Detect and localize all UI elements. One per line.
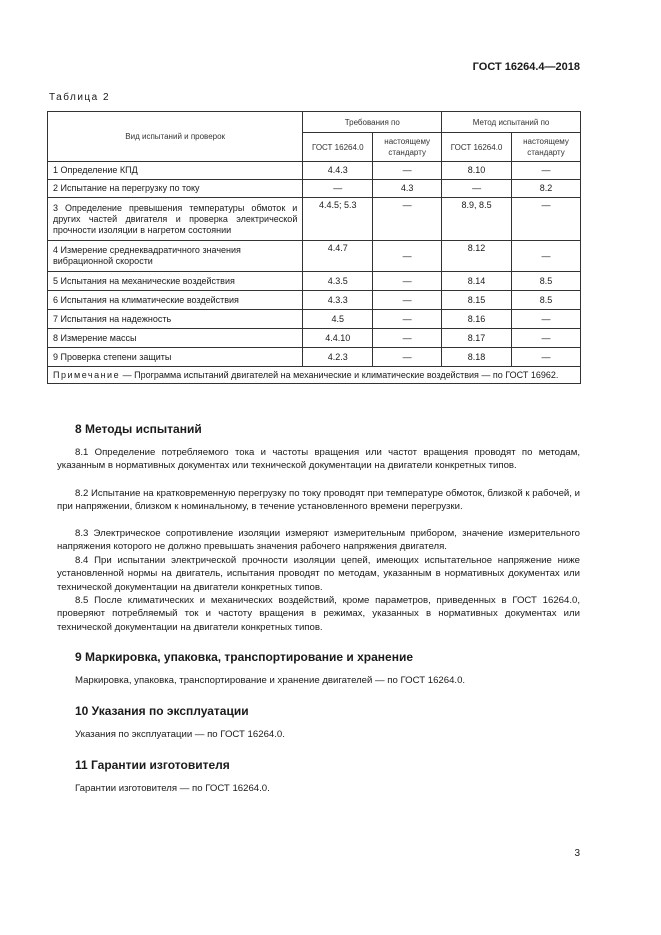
row-meth-gost: 8.14 — [442, 272, 512, 291]
paragraph-8-4: 8.4 При испытании электрической прочности изоляции цепей, имеющих испытательное напряжение ниже установленной нормы на двигатель, испытания проводят по методам, указанным в нормативных документах или технической документации на двигатели конкретных типов. — [57, 555, 580, 593]
header-meth-gost: ГОСТ 16264.0 — [442, 133, 512, 162]
header-req-gost: ГОСТ 16264.0 — [303, 133, 373, 162]
row-req-std: — — [373, 310, 442, 329]
row-name: 3 Определение превышения температуры обмоток и других частей двигателя и проверка электрической прочности изоляции в нагретом состоянии — [48, 198, 303, 241]
table-note-row — [48, 367, 581, 384]
row-req-gost: 4.5 — [303, 310, 373, 329]
row-req-gost: 4.4.7 — [303, 241, 373, 272]
row-meth-std: 8.5 — [512, 291, 581, 310]
row-req-std: — — [373, 348, 442, 367]
row-req-gost: 4.4.3 — [303, 162, 373, 180]
row-name: 9 Проверка степени защиты — [48, 348, 303, 367]
section-10-heading: 10 Указания по эксплуатации — [75, 704, 249, 718]
row-name: 1 Определение КПД — [48, 162, 303, 180]
header-methods: Метод испытаний по — [442, 112, 581, 133]
row-req-gost: 4.4.5; 5.3 — [303, 198, 373, 241]
row-meth-std: — — [512, 241, 581, 272]
header-req-std: настоящему стандарту — [373, 133, 442, 162]
row-req-gost: 4.3.3 — [303, 291, 373, 310]
note-text: — Программа испытаний двигателей на механические и климатические воздействия — по ГОСТ 16962. — [120, 370, 559, 380]
paragraph-8-3: 8.3 Электрическое сопротивление изоляции измеряют измерительным прибором, значение измерительного напряжения которого не должно превышать значения рабочего напряжения двигателя. — [57, 528, 580, 553]
table-header-row — [48, 112, 581, 133]
table-row — [48, 162, 581, 180]
page-number: 3 — [574, 848, 580, 859]
row-name: 2 Испытание на перегрузку по току — [48, 180, 303, 198]
row-req-std: — — [373, 329, 442, 348]
row-name: 4 Измерение среднеквадратичного значения вибрационной скорости — [48, 241, 303, 272]
section-8-heading: 8 Методы испытаний — [75, 422, 202, 436]
table-row — [48, 348, 581, 367]
row-meth-gost: 8.10 — [442, 162, 512, 180]
paragraph-8-5: 8.5 После климатических и механических воздействий, кроме параметров, приведенных в ГОСТ 16264.0, проверяют потребляемый ток и частоту вращения в режимах, указанных в нормативных документах или технической документации на двигатели конкретных типов. — [57, 595, 580, 633]
section-11-heading: 11 Гарантии изготовителя — [75, 758, 230, 772]
document-id: ГОСТ 16264.4—2018 — [472, 61, 580, 73]
paragraph-8-1: 8.1 Определение потребляемого тока и частоты вращения или частот вращения проводят по методам, указанным в нормативных документах или технической документации на двигатели конкретных типов. — [57, 447, 580, 472]
row-req-std: — — [373, 162, 442, 180]
row-name: 7 Испытания на надежность — [48, 310, 303, 329]
row-meth-gost: 8.18 — [442, 348, 512, 367]
row-meth-std: — — [512, 198, 581, 241]
row-meth-gost: — — [442, 180, 512, 198]
table-row — [48, 291, 581, 310]
row-meth-std: 8.5 — [512, 272, 581, 291]
table-row — [48, 310, 581, 329]
row-meth-std: — — [512, 348, 581, 367]
row-meth-gost: 8.17 — [442, 329, 512, 348]
row-req-gost: 4.4.10 — [303, 329, 373, 348]
row-meth-gost: 8.9, 8.5 — [442, 198, 512, 241]
row-req-std: — — [373, 241, 442, 272]
table-row — [48, 241, 581, 272]
tests-table — [47, 111, 581, 384]
row-req-std: — — [373, 198, 442, 241]
table-row — [48, 329, 581, 348]
row-req-std: 4.3 — [373, 180, 442, 198]
paragraph-8-2: 8.2 Испытание на кратковременную перегрузку по току проводят при температуре обмоток, близкой к рабочей, и при напряжении, близком к номинальному, в течение установленного времени перегрузки. — [57, 488, 580, 513]
table-note — [48, 367, 581, 384]
row-req-gost: 4.2.3 — [303, 348, 373, 367]
table-row — [48, 198, 581, 241]
row-meth-gost: 8.16 — [442, 310, 512, 329]
note-label: Примечание — [53, 370, 121, 380]
section-9-heading: 9 Маркировка, упаковка, транспортирование и хранение — [75, 650, 414, 664]
row-meth-std: — — [512, 162, 581, 180]
row-meth-gost: 8.15 — [442, 291, 512, 310]
row-meth-gost: 8.12 — [442, 241, 512, 272]
table-row — [48, 180, 581, 198]
row-meth-std: — — [512, 329, 581, 348]
row-req-std: — — [373, 272, 442, 291]
row-meth-std: — — [512, 310, 581, 329]
table-row — [48, 272, 581, 291]
section-10-text: Указания по эксплуатации — по ГОСТ 16264.0. — [75, 729, 285, 740]
table-caption: Таблица 2 — [49, 92, 111, 103]
row-name: 5 Испытания на механические воздействия — [48, 272, 303, 291]
row-req-std: — — [373, 291, 442, 310]
header-meth-std: настоящему стандарту — [512, 133, 581, 162]
header-test-type: Вид испытаний и проверок — [48, 112, 303, 162]
header-requirements: Требования по — [303, 112, 442, 133]
row-meth-std: 8.2 — [512, 180, 581, 198]
row-name: 8 Измерение массы — [48, 329, 303, 348]
section-9-text: Маркировка, упаковка, транспортирование и хранение двигателей — по ГОСТ 16264.0. — [75, 675, 466, 686]
row-name: 6 Испытания на климатические воздействия — [48, 291, 303, 310]
section-11-text: Гарантии изготовителя — по ГОСТ 16264.0. — [75, 783, 270, 794]
row-req-gost: 4.3.5 — [303, 272, 373, 291]
row-req-gost: — — [303, 180, 373, 198]
